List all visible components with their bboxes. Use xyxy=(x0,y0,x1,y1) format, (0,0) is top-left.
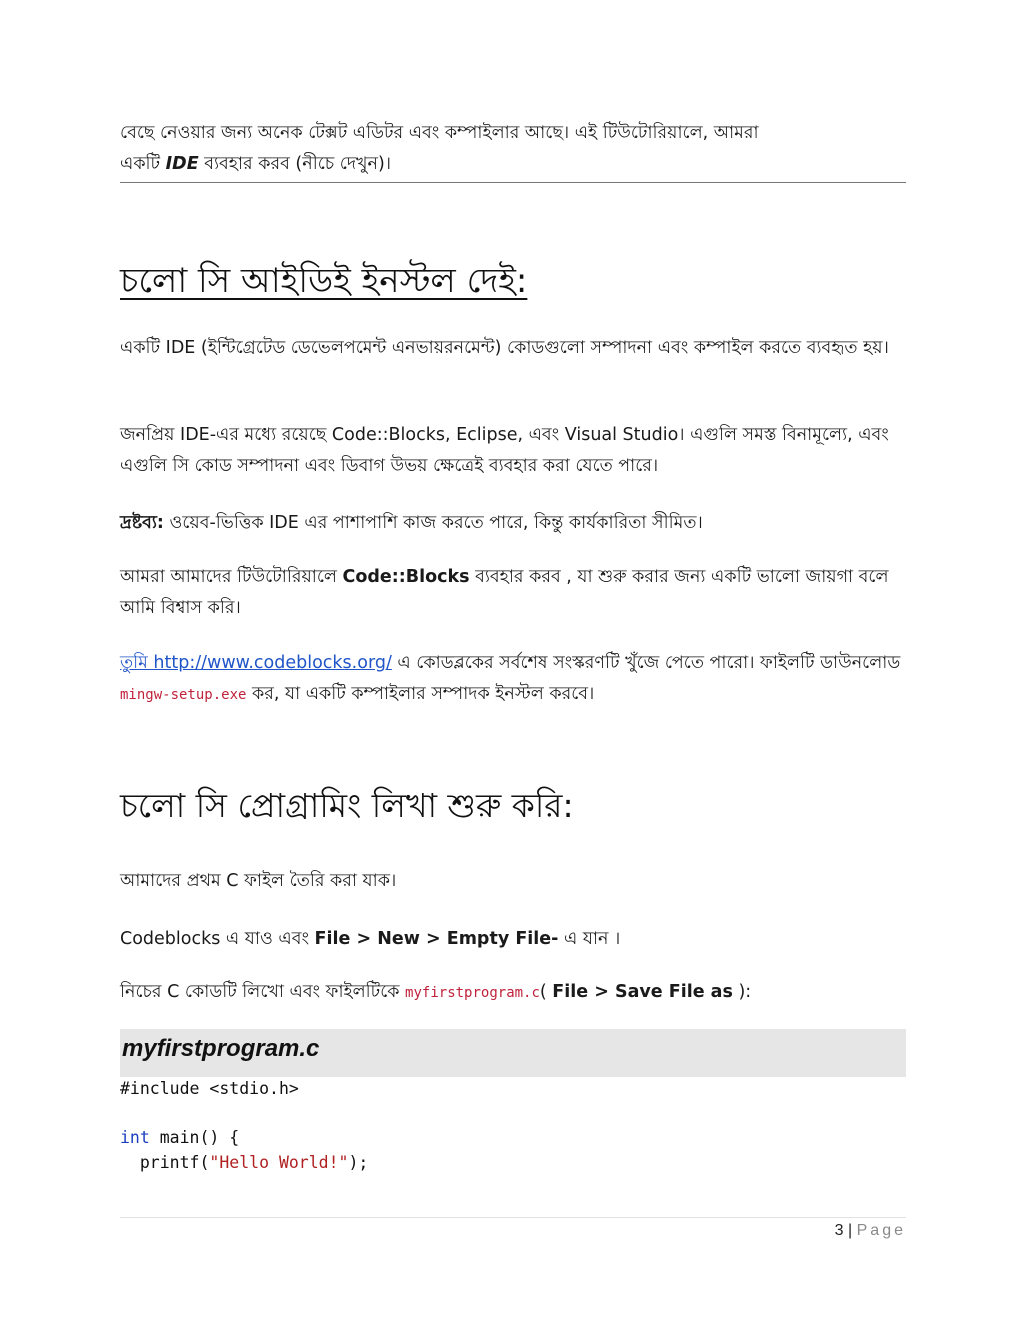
footer-divider xyxy=(120,1217,906,1218)
page-number: 3 xyxy=(834,1222,844,1239)
code-line-include: #include <stdio.h> xyxy=(120,1079,299,1098)
new-file-instructions xyxy=(120,924,906,955)
intro-line-1: বেছে নেওয়ার জন্য অনেক টেক্সট এডিটর এবং কম্পাইলার আছে। এই টিউটোরিয়ালে, আমরা xyxy=(120,123,759,143)
para3-post: ): xyxy=(732,982,752,1002)
menu-path-save-as: File > Save File as xyxy=(552,982,733,1002)
popular-ides-paragraph: জনপ্রিয় IDE-এর মধ্যে রয়েছে Code::Blocks, Eclipse, এবং Visual Studio। এগুলি সমস্ত বিনামূল্যে, এবং এগুলি সি কোড সম্পাদনা এবং ডিবাগ উভয় ক্ষেত্রেই ব্যবহার করা যেতে পারে। xyxy=(120,425,889,476)
code-printf-pre: printf( xyxy=(120,1152,210,1172)
code-main-signature: main() { xyxy=(149,1128,240,1147)
code-printf-post: ); xyxy=(348,1152,369,1172)
mingw-setup-filename: mingw-setup.exe xyxy=(120,687,247,703)
intro-ide-term: IDE xyxy=(165,154,199,174)
code-block-header xyxy=(120,1029,906,1077)
note-paragraph xyxy=(120,508,906,539)
codeblocks-website-link[interactable]: তুমি http://www.codeblocks.org/ xyxy=(120,653,392,673)
section-heading-install-ide: চলো সি আইডিই ইনস্টল দেই: xyxy=(120,261,528,301)
intro-line-2-post: ব্যবহার করব (নীচে দেখুন)। xyxy=(198,154,392,174)
download-paragraph xyxy=(120,648,906,711)
para5-post: কর, যা একটি কম্পাইলার সম্পাদক ইনস্টল করবে। xyxy=(246,684,595,704)
codeblocks-choice-paragraph xyxy=(120,562,906,624)
ide-definition-paragraph: একটি IDE (ইন্টিগ্রেটেড ডেভেলপমেন্ট এনভায়রনমেন্ট) কোডগুলো সম্পাদনা এবং কম্পাইল করতে ব্যবহৃত হয়। xyxy=(120,338,889,358)
para4-post: ব্যবহার করব , যা শুরু করার জন্য একটি ভালো জায়গা বলে আমি বিশ্বাস করি। xyxy=(120,567,889,618)
code-block xyxy=(120,1077,906,1175)
page-footer xyxy=(835,1222,906,1240)
code-keyword-int: int xyxy=(120,1128,150,1147)
program-filename: myfirstprogram.c xyxy=(405,985,540,1001)
menu-path-new-file: File > New > Empty File- xyxy=(314,929,559,949)
page-label: Page xyxy=(856,1222,906,1239)
first-file-paragraph: আমাদের প্রথম C ফাইল তৈরি করা যাক। xyxy=(120,871,397,891)
section-heading-start-programming: চলো সি প্রোগ্রামিং লিখা শুরু করি: xyxy=(120,786,574,825)
note-text: ওয়েব-ভিত্তিক IDE এর পাশাপাশি কাজ করতে পারে, কিন্তু কার্যকারিতা সীমিত। xyxy=(163,513,703,533)
para2-pre: Codeblocks এ যাও এবং xyxy=(120,929,315,949)
para3-mid: ( xyxy=(539,982,553,1002)
code-block-filename: myfirstprogram.c xyxy=(122,1035,320,1062)
footer-separator: | xyxy=(843,1222,857,1239)
para3-pre: নিচের C কোডটি লিখো এবং ফাইলটিকে xyxy=(120,982,406,1002)
intro-paragraph xyxy=(120,118,759,180)
para5-mid: এ কোডব্লকের সর্বশেষ সংস্করণটি খুঁজে পেতে পারো। ফাইলটি ডাউনলোড xyxy=(391,653,901,673)
codeblocks-term: Code::Blocks xyxy=(342,567,470,587)
intro-line-2-pre: একটি xyxy=(120,154,166,174)
code-string-literal: "Hello World!" xyxy=(209,1152,349,1172)
para2-post: এ যান । xyxy=(558,929,621,949)
save-file-instructions xyxy=(120,977,906,1009)
note-label: দ্রষ্টব্য: xyxy=(120,513,164,533)
section-divider xyxy=(120,182,906,183)
para4-pre: আমরা আমাদের টিউটোরিয়ালে xyxy=(120,567,343,587)
